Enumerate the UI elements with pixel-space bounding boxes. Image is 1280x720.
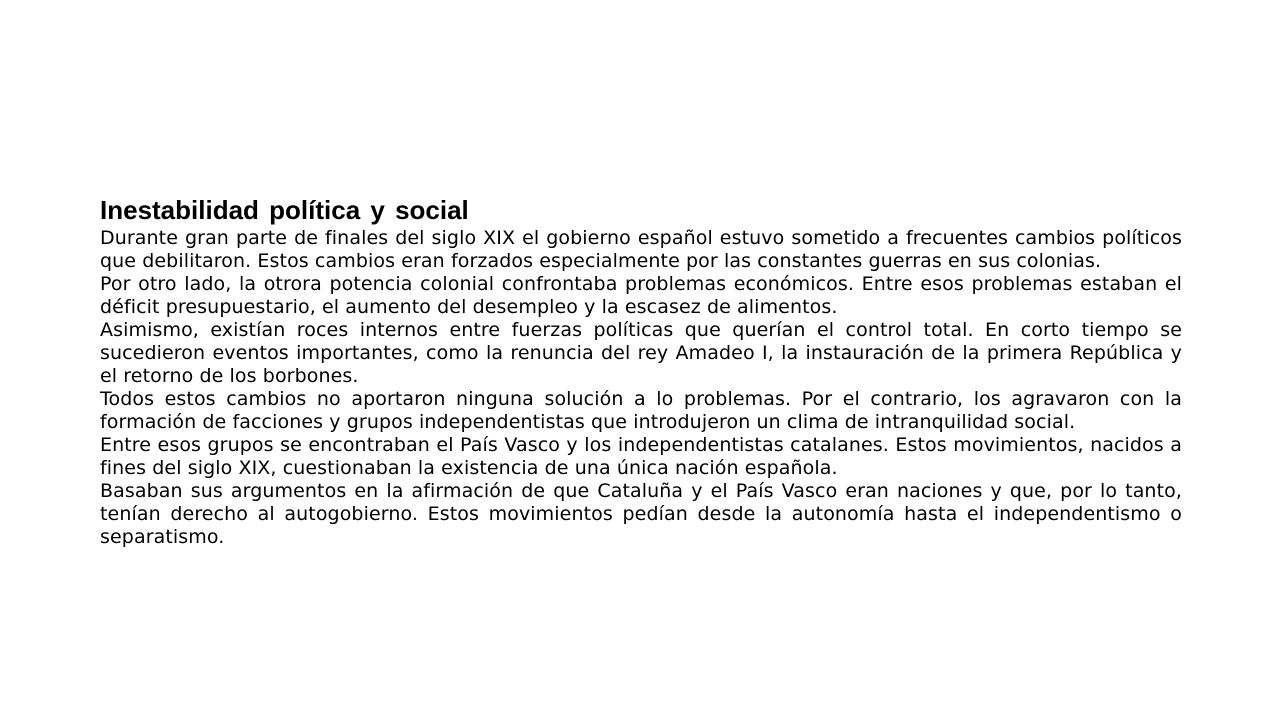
paragraph-1: Durante gran parte de finales del siglo XIX el gobierno español estuvo sometido a frecuentes cambios políticos que debilitaron. Estos cambios eran forzados especialmente por las constantes guerras en sus colonias.	[100, 227, 1182, 272]
paragraph-5: Entre esos grupos se encontraban el País Vasco y los independentistas catalanes. Estos movimientos, nacidos a fines del siglo XIX, cuestionaban la existencia de una única nación española.	[100, 434, 1182, 479]
slide-title: Inestabilidad política y social	[100, 195, 469, 225]
paragraph-2: Por otro lado, la otrora potencia colonial confrontaba problemas económicos. Entre esos problemas estaban el déficit presupuestario, el aumento del desempleo y la escasez de alimentos.	[100, 273, 1182, 318]
paragraph-4: Todos estos cambios no aportaron ninguna solución a lo problemas. Por el contrario, los agravaron con la formación de facciones y grupos independentistas que introdujeron un clima de intranquilidad social.	[100, 388, 1182, 433]
slide-content	[100, 193, 1182, 549]
paragraph-6: Basaban sus argumentos en la afirmación de que Cataluña y el País Vasco eran naciones y que, por lo tanto, tenían derecho al autogobierno. Estos movimientos pedían desde la autonomía hasta el independentismo o separatismo.	[100, 480, 1182, 548]
paragraph-3: Asimismo, existían roces internos entre fuerzas políticas que querían el control total. En corto tiempo se sucedieron eventos importantes, como la renuncia del rey Amadeo I, la instauración de la primera República y el retorno de los borbones.	[100, 319, 1182, 387]
